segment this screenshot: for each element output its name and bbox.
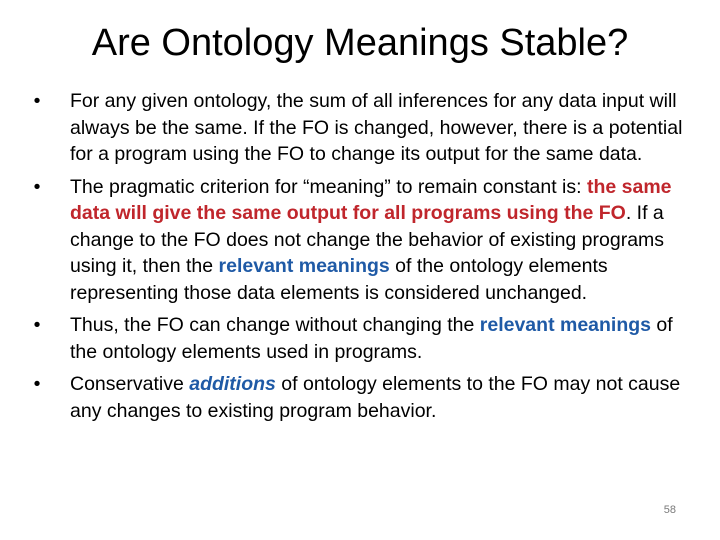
bullet-text: of the ontology elements representing those data elements is considered unchanged. xyxy=(70,255,608,304)
bullet-text: Conservative xyxy=(70,373,190,395)
slide-title: Are Ontology Meanings Stable? xyxy=(91,22,629,64)
bullet-text: Thus, the FO can change without changing the xyxy=(70,314,480,336)
bullet-item-inferences xyxy=(30,88,690,168)
emphasis-relevant-meanings: relevant meanings xyxy=(218,255,390,277)
bullet-icon: • xyxy=(33,314,41,336)
bullet-text: of ontology elements to the FO may not cause any changes to existing program behavior. xyxy=(70,373,681,422)
bullet-icon: • xyxy=(33,175,41,198)
bullet-list xyxy=(30,88,690,430)
bullet-text: The pragmatic criterion for “meaning” to remain constant is: xyxy=(70,175,587,198)
emphasis-additions: additions xyxy=(189,373,276,395)
emphasis-relevant-meanings: relevant meanings xyxy=(479,314,651,336)
bullet-icon: • xyxy=(33,373,41,395)
bullet-item-conservative-additions xyxy=(30,371,690,424)
bullet-item-fo-can-change xyxy=(30,312,690,365)
bullet-text: For any given ontology, the sum of all inferences for any data input will always be the same. If the FO is changed, however, there is a potential for a program using the FO to change its output for the same data. xyxy=(70,90,683,165)
bullet-text: of the ontology elements used in programs. xyxy=(70,314,673,363)
page-number: 58 xyxy=(663,504,676,516)
bullet-text: . If a change to the FO does not change the behavior of existing programs using it, then the xyxy=(70,202,665,277)
bullet-item-pragmatic-criterion xyxy=(30,174,690,307)
emphasis-same-output: the same data will give the same output for all programs using the FO xyxy=(70,175,672,224)
bullet-icon: • xyxy=(33,90,41,112)
